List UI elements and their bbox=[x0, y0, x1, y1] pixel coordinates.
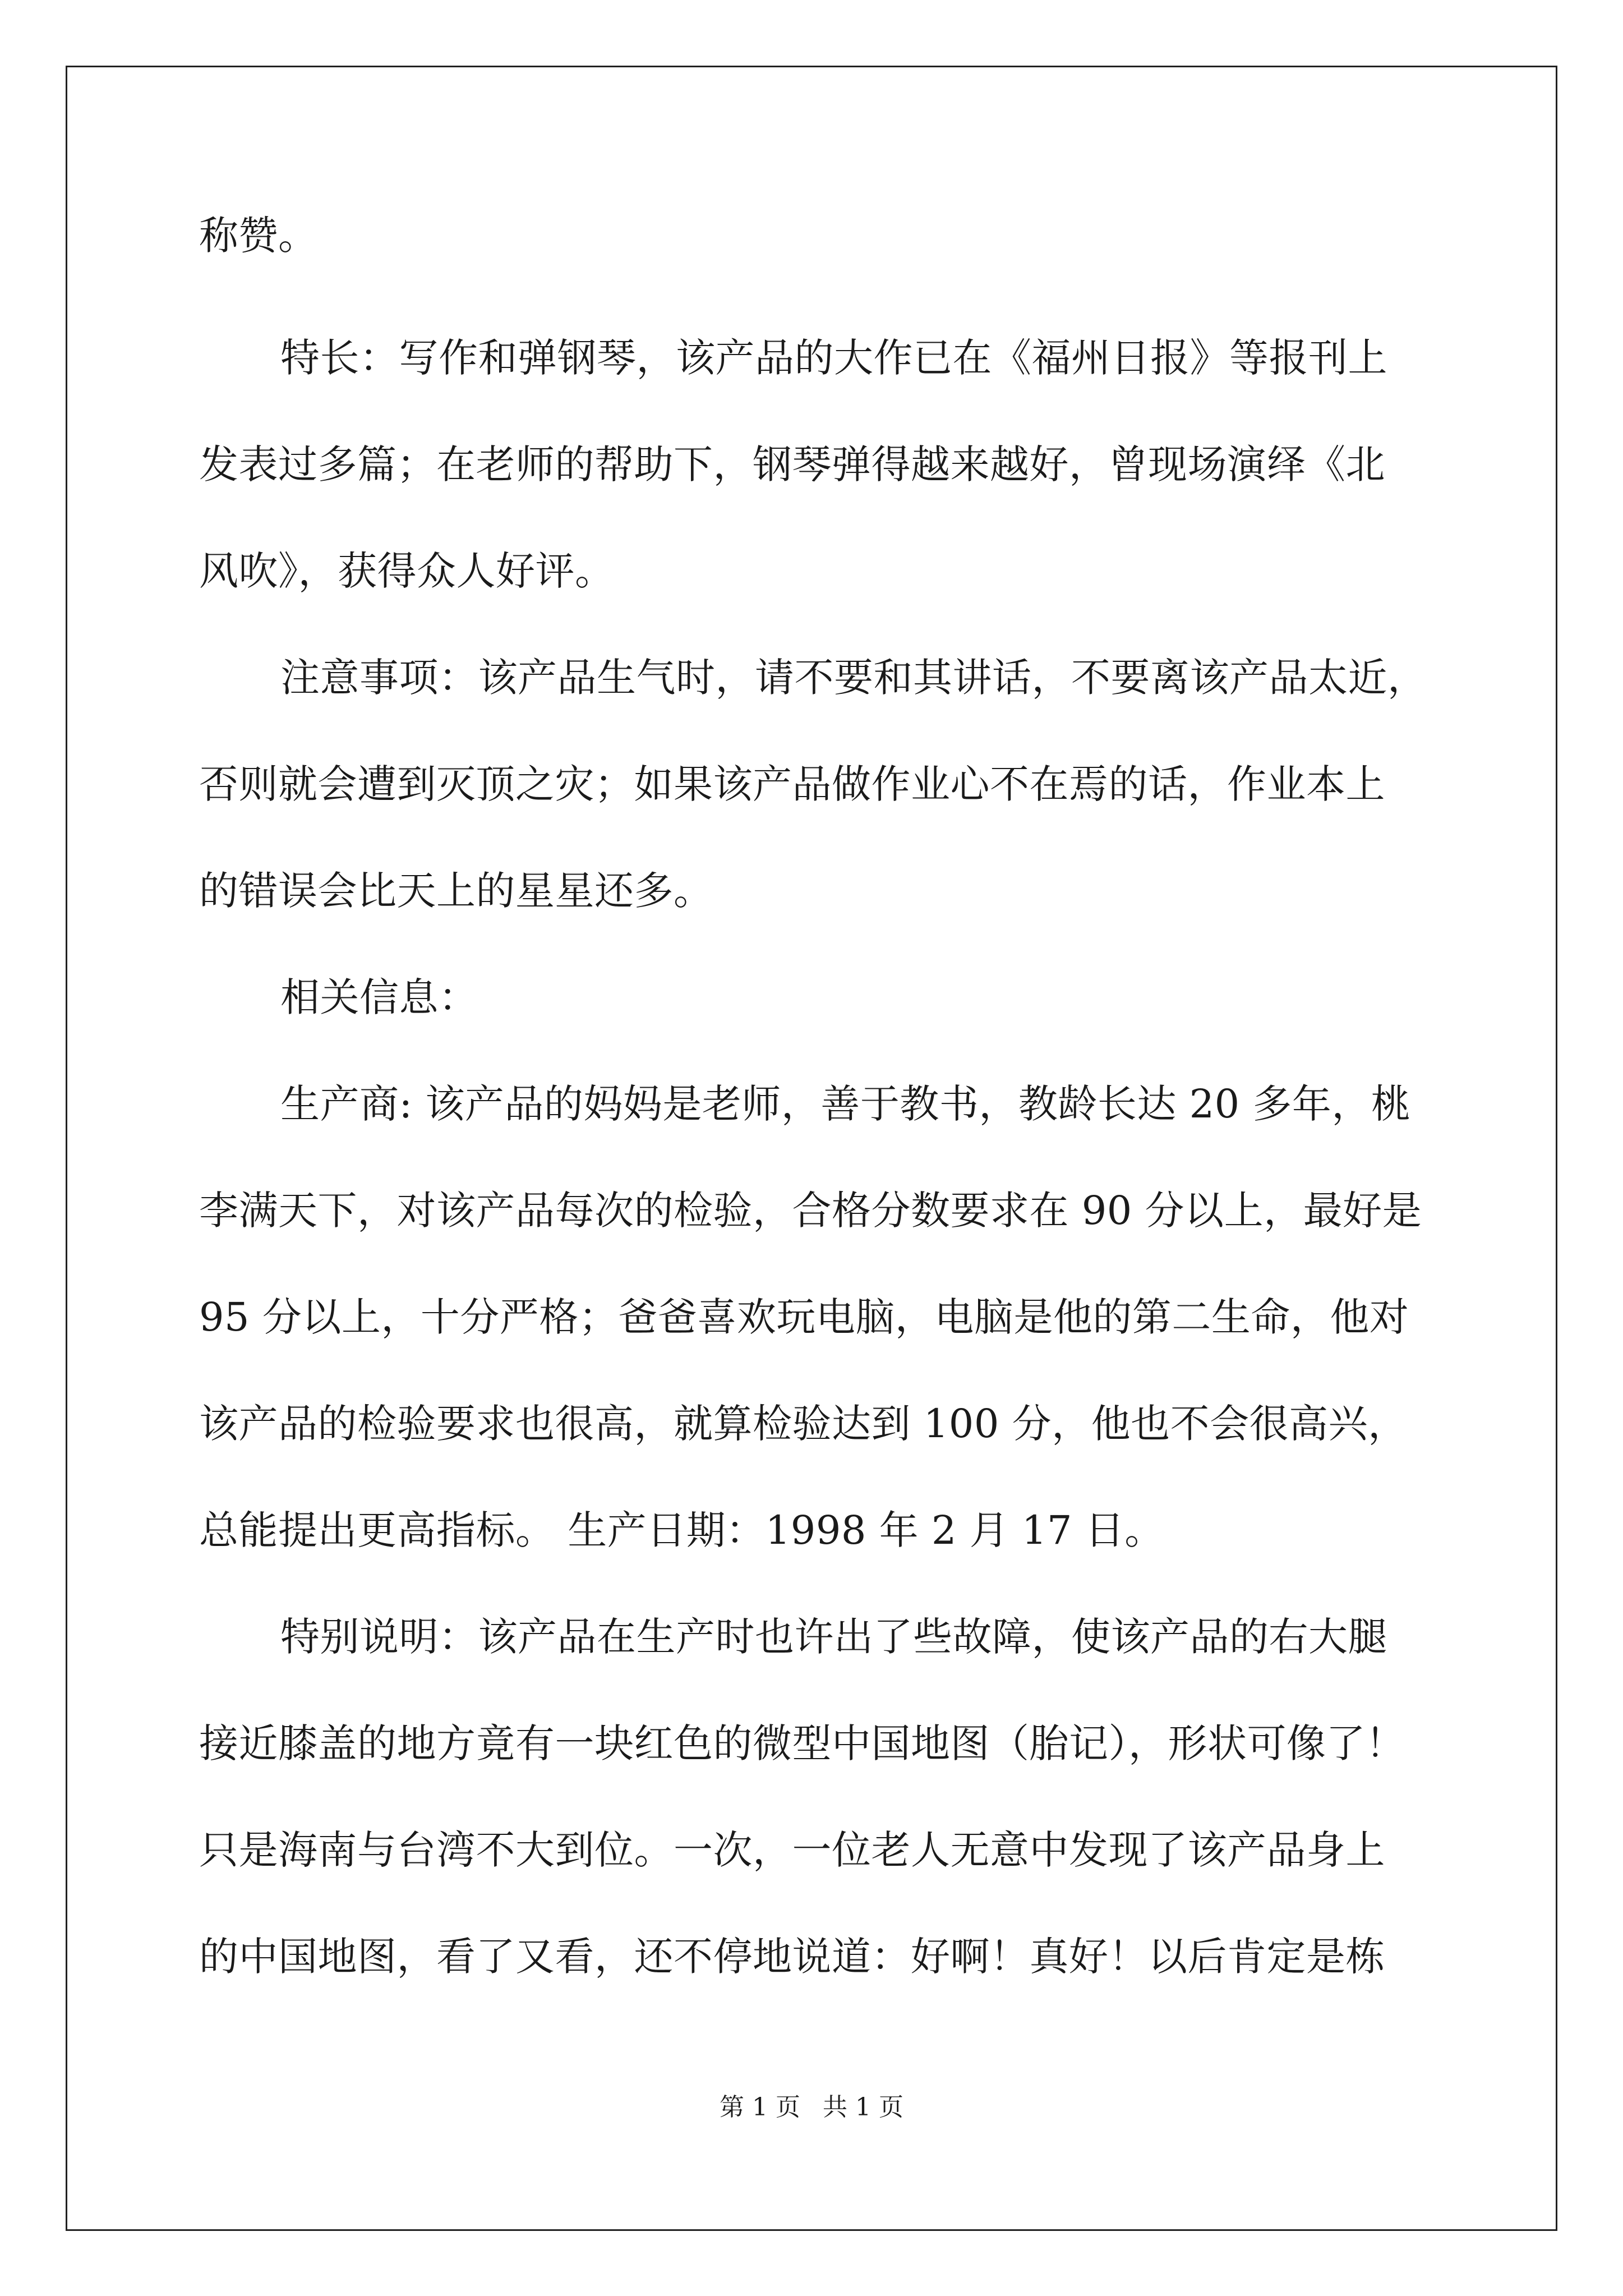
text-line: 该产品的检验要求也很高，就算检验达到 100 分，他也不会很高兴， bbox=[199, 1401, 1408, 1447]
text-line: 风吹》，获得众人好评。 bbox=[199, 548, 615, 594]
text-line: 称赞。 bbox=[199, 213, 318, 259]
text-line: 的错误会比天上的星星还多。 bbox=[199, 868, 713, 914]
page-total: 共 1 页 bbox=[823, 2093, 903, 2122]
text-line: 相关信息： bbox=[280, 974, 478, 1020]
text-line: 接近膝盖的地方竟有一块红色的微型中国地图（胎记），形状可像了！ bbox=[199, 1720, 1405, 1766]
text-line: 生产商: 该产品的妈妈是老师，善于教书，教龄长达 20 多年，桃 bbox=[280, 1081, 1411, 1127]
page-footer bbox=[0, 2091, 1623, 2124]
text-line: 注意事项：该产品生气时，请不要和其讲话，不要离该产品太近， bbox=[280, 655, 1427, 701]
text-line: 否则就会遭到灭顶之灾；如果该产品做作业心不在焉的话，作业本上 bbox=[199, 761, 1385, 807]
text-line: 总能提出更高指标。 生产日期：1998 年 2 月 17 日。 bbox=[199, 1507, 1164, 1553]
page-number: 第 1 页 bbox=[720, 2093, 800, 2122]
text-line: 95 分以上，十分严格；爸爸喜欢玩电脑，电脑是他的第二生命，他对 bbox=[199, 1294, 1409, 1340]
page-border bbox=[66, 66, 1557, 2231]
text-line: 特长：写作和弹钢琴，该产品的大作已在《福州日报》等报刊上 bbox=[280, 335, 1387, 381]
text-line: 发表过多篇；在老师的帮助下，钢琴弹得越来越好，曾现场演绎《北 bbox=[199, 441, 1385, 487]
text-line: 李满天下，对该产品每次的检验，合格分数要求在 90 分以上，最好是 bbox=[199, 1188, 1422, 1234]
text-line: 特别说明：该产品在生产时也许出了些故障，使该产品的右大腿 bbox=[280, 1614, 1387, 1660]
text-line: 只是海南与台湾不大到位。一次，一位老人无意中发现了该产品身上 bbox=[199, 1827, 1385, 1873]
text-line: 的中国地图，看了又看，还不停地说道：好啊！真好！以后肯定是栋 bbox=[199, 1934, 1385, 1980]
